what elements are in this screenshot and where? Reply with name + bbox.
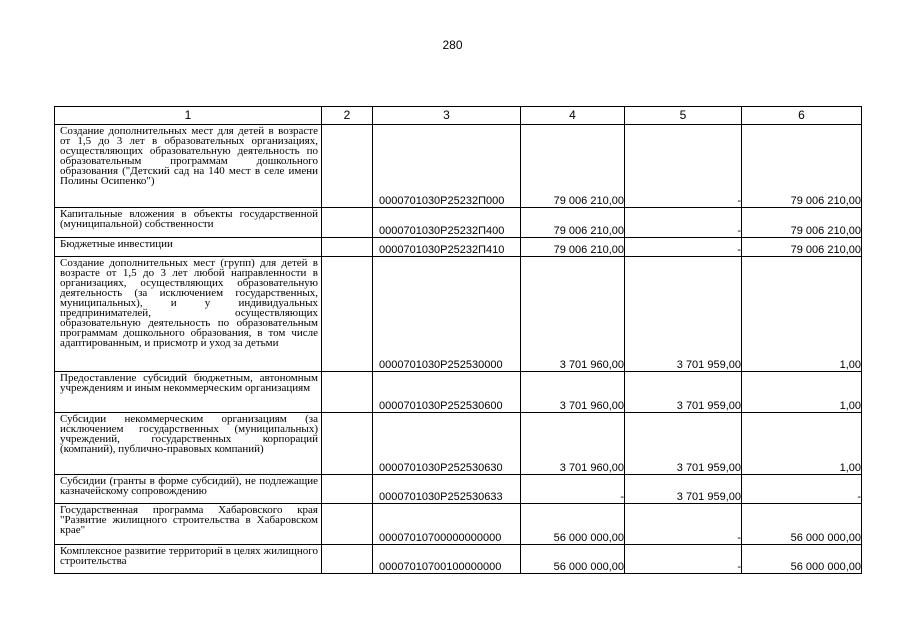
table-row	[55, 413, 862, 475]
column-header: 5	[625, 107, 742, 125]
row-col2	[322, 208, 373, 238]
row-col4: 3 701 960,00	[521, 413, 625, 475]
row-code: 0000701030P252530633	[373, 475, 521, 504]
row-code: 0000701030P25232П400	[373, 208, 521, 238]
row-col5: -	[625, 125, 742, 208]
row-col6: 79 006 210,00	[742, 238, 862, 257]
row-col5: -	[625, 208, 742, 238]
row-col4: 3 701 960,00	[521, 372, 625, 413]
row-name: Предоставление субсидий бюджетным, автономным учреждениям и иным некоммерческим организациям	[55, 372, 322, 413]
row-col2	[322, 475, 373, 504]
row-code: 0000701030P252530000	[373, 257, 521, 372]
table-row	[55, 257, 862, 372]
row-name: Создание дополнительных мест для детей в возрасте от 1,5 до 3 лет в образовательных организациях, осуществляющих образовательную деятельность по образовательным программам дошкольного образования ("Детский сад на 140 мест в селе имени Полины Осипенко")	[55, 125, 322, 208]
column-header: 6	[742, 107, 862, 125]
row-col2	[322, 257, 373, 372]
row-name: Субсидии некоммерческим организациям (за исключением государственных (муниципальных) учреждений, государственных корпораций (компаний), публично-правовых компаний)	[55, 413, 322, 475]
table-row	[55, 475, 862, 504]
table-header-row	[55, 107, 862, 125]
column-header: 4	[521, 107, 625, 125]
row-code: 00007010700100000000	[373, 545, 521, 574]
column-header: 1	[55, 107, 322, 125]
row-col5: -	[625, 238, 742, 257]
row-name: Государственная программа Хабаровского края "Развитие жилищного строительства в Хабаровском крае"	[55, 504, 322, 545]
row-col2	[322, 504, 373, 545]
table-row	[55, 372, 862, 413]
row-col2	[322, 413, 373, 475]
row-col6: -	[742, 475, 862, 504]
row-code: 0000701030P252530630	[373, 413, 521, 475]
row-col5: 3 701 959,00	[625, 372, 742, 413]
row-col2	[322, 125, 373, 208]
row-col6: 1,00	[742, 257, 862, 372]
budget-table	[54, 106, 862, 574]
row-col5: 3 701 959,00	[625, 257, 742, 372]
column-header: 3	[373, 107, 521, 125]
row-name: Субсидии (гранты в форме субсидий), не подлежащие казначейскому сопровождению	[55, 475, 322, 504]
table-row	[55, 125, 862, 208]
row-name: Капитальные вложения в объекты государственной (муниципальной) собственности	[55, 208, 322, 238]
table-row	[55, 545, 862, 574]
row-code: 00007010700000000000	[373, 504, 521, 545]
row-col6: 56 000 000,00	[742, 545, 862, 574]
row-col2	[322, 545, 373, 574]
row-code: 0000701030P25232П000	[373, 125, 521, 208]
row-col5: -	[625, 504, 742, 545]
column-header: 2	[322, 107, 373, 125]
page-number: 280	[442, 38, 463, 52]
row-col4: 56 000 000,00	[521, 504, 625, 545]
row-code: 0000701030P252530600	[373, 372, 521, 413]
row-col5: 3 701 959,00	[625, 413, 742, 475]
table-row	[55, 504, 862, 545]
table-row	[55, 238, 862, 257]
row-col6: 1,00	[742, 413, 862, 475]
row-col6: 79 006 210,00	[742, 208, 862, 238]
row-col4: 3 701 960,00	[521, 257, 625, 372]
row-col4: 79 006 210,00	[521, 125, 625, 208]
row-col6: 1,00	[742, 372, 862, 413]
row-col6: 79 006 210,00	[742, 125, 862, 208]
row-col2	[322, 238, 373, 257]
row-col2	[322, 372, 373, 413]
row-name: Комплексное развитие территорий в целях жилищного строительства	[55, 545, 322, 574]
row-col4: -	[521, 475, 625, 504]
row-col4: 56 000 000,00	[521, 545, 625, 574]
row-col5: 3 701 959,00	[625, 475, 742, 504]
row-col4: 79 006 210,00	[521, 208, 625, 238]
row-code: 0000701030P25232П410	[373, 238, 521, 257]
table-row	[55, 208, 862, 238]
row-name: Бюджетные инвестиции	[55, 238, 322, 257]
row-name: Создание дополнительных мест (групп) для детей в возрасте от 1,5 до 3 лет любой направленности в организациях, осуществляющих образовательную деятельность (за исключением государственных, муниципальных), и у индивидуальных предпринимателей, осуществляющих образовательную деятельность по образовательным программам дошкольного образования, в том числе адаптированным, и присмотр и уход за детьми	[55, 257, 322, 372]
row-col5: -	[625, 545, 742, 574]
row-col6: 56 000 000,00	[742, 504, 862, 545]
row-col4: 79 006 210,00	[521, 238, 625, 257]
